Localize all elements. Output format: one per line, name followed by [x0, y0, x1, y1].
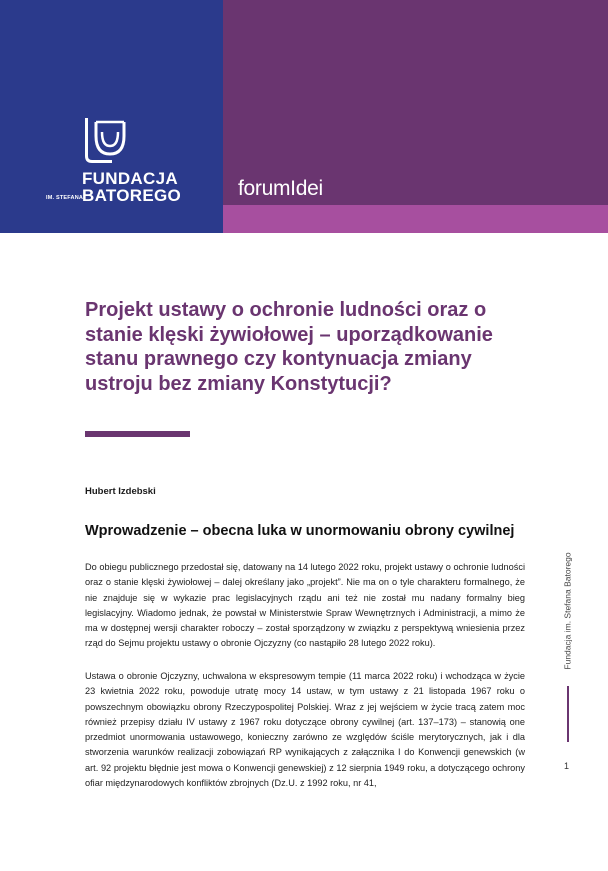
foundation-logo-mark-icon: [82, 116, 128, 166]
logo-line-1: FUNDACJA: [82, 169, 178, 188]
body-paragraph-1: Do obiegu publicznego przedostał się, datowany na 14 lutego 2022 roku, projekt ustawy o ochronie ludności oraz o stanie klęski żywiołowej – dalej określany jako „projekt”. Nie ma on o tyle charakteru formalnego, że nie znajduje się w wykazie prac legislacyjnych rządu ani też nie został mu nadany formalny bieg legislacyjny. Wiadomo jednak, że powstał w Ministerstwie Spraw Wewnętrznych i Administracji, a mimo że ma w dostępnej wersji charakter roboczy – został sporządzony w związku z perspektywą wniesienia przez rząd do Sejmu projektu ustawy o obronie Ojczyzny (co nastąpiło 28 lutego 2022 roku).: [85, 562, 525, 649]
document-title: Projekt ustawy o ochronie ludności oraz o stanie klęski żywiołowej – uporządkowanie stanu prawnego czy kontynuacja zmiany ustroju bez zmiany Konstytucji?: [85, 299, 493, 395]
logo-small-text: IM. STEFANA: [46, 195, 84, 201]
body-paragraph-2: Ustawa o obronie Ojczyzny, uchwalona w ekspresowym tempie (11 marca 2022 roku) i wchodząca w życie 23 kwietnia 2022 roku, powoduje utratę mocy 14 ustaw, w tym ustawy z 21 listopada 1967 roku o powszechnym obowiązku obrony Rzeczypospolitej Polskiej. Wraz z jej wejściem w życie tracą zatem moc również przepisy działu IV ustawy z 1967 roku dotyczące obrony cywilnej (art. 137–173) – stanowią one przedmiot unormowania ustawowego, konieczny zarówno ze względów ściśle merytorycznych, jak i dla stworzenia warunków realizacji zobowiązań RP wynikających z załącznika I do Konwencji genewskich (w art. 92 projektu błędnie jest mowa o Konwencji genewskiej) z 12 sierpnia 1949 roku, a dotyczącego ochrony ofiar międzynarodowych konfliktów zbrojnych (Dz.U. z 1992 roku, nr 41,: [85, 671, 525, 789]
logo-line-2: BATOREGO: [82, 186, 182, 205]
sidebar-accent-line: [567, 686, 569, 742]
author-name: Hubert Izdebski: [85, 486, 156, 497]
page-number: 1: [564, 761, 570, 771]
forum-idei-label: forumIdei: [238, 177, 323, 200]
header-accent-stripe: [223, 205, 608, 233]
cover-header: [0, 0, 608, 233]
title-underline-bar: [85, 431, 190, 437]
sidebar-label-text: Fundacja im. Stefana Batorego: [563, 551, 573, 670]
section-heading: Wprowadzenie – obecna luka w unormowaniu obrony cywilnej: [85, 523, 515, 539]
fundacja-batorego-logo: [46, 112, 186, 208]
sidebar-vertical-label: [561, 548, 575, 673]
